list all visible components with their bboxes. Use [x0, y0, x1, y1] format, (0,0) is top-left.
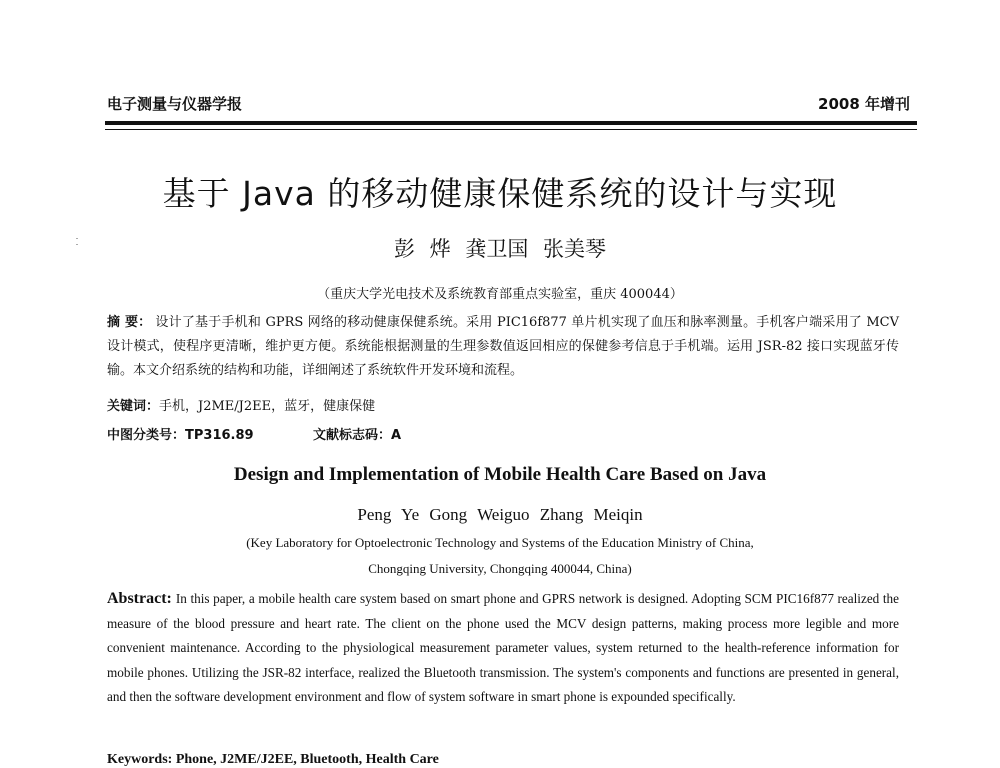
- cn-keywords: [107, 395, 375, 414]
- cn-class-value: TP316.89: [185, 428, 254, 443]
- header-rule-thick: [105, 121, 917, 125]
- cn-keywords-text: 手机，J2ME/J2EE，蓝牙，健康保健: [159, 399, 376, 414]
- en-keywords-text: Phone, J2ME/J2EE, Bluetooth, Health Care: [175, 752, 439, 767]
- en-title: Design and Implementation of Mobile Health Care Based on Java: [233, 464, 767, 485]
- cn-keywords-label: 关键词：: [107, 399, 160, 414]
- journal-issue: 2008 年增刊: [818, 95, 910, 113]
- cn-doc-label: 文献标志码：: [313, 428, 392, 443]
- header-rule-thin: [105, 129, 917, 130]
- cn-doc-value: A: [391, 428, 402, 443]
- cn-classification: [107, 424, 402, 443]
- cn-abstract: [107, 311, 899, 383]
- cn-authors: 彭 烨 龚卫国 张美琴: [393, 237, 607, 261]
- cn-title: 基于 Java 的移动健康保健系统的设计与实现: [162, 174, 838, 213]
- en-keywords: [107, 752, 439, 768]
- en-abstract-label: Abstract:: [107, 590, 172, 607]
- journal-name: 电子测量与仪器学报: [107, 95, 243, 113]
- en-abstract-text: In this paper, a mobile health care system based on smart phone and GPRS network is designed. Adopting SCM PIC16f877 realized the measure of the blood pressure and heart rate. The client on the phone used the MCV design patterns, making process more legible and more convenient maintenance. According to the physiological measurement parameter values, system returned to the health-reference information for mobile phones. Utilizing the JSR-82 interface, realized the Bluetooth transmission. The system's components and functions are presented in general, and then the software development environment and flow of system software in smart phone is expounded specifically.: [107, 591, 899, 705]
- cn-doc-code: [313, 424, 401, 443]
- en-affiliation-line2: Chongqing University, Chongqing 400044, China): [368, 561, 632, 576]
- cn-affiliation: （重庆大学光电技术及系统教育部重点实验室，重庆 400044）: [317, 287, 683, 302]
- en-authors: Peng Ye Gong Weiguo Zhang Meiqin: [357, 505, 643, 524]
- en-abstract: [107, 587, 899, 710]
- cn-abstract-text: 设计了基于手机和 GPRS 网络的移动健康保健系统。采用 PIC16f877 单片机实现了血压和脉率测量。手机客户端采用了 MCV 设计模式，使程序更清晰，维护更方便。系统能根据测量的生理参数值返回相应的保健参考信息于手机端。运用 JSR-82 接口实现蓝牙传输。本文介绍系统的结构和功能，详细阐述了系统软件开发环境和流程。: [107, 315, 899, 378]
- cn-abstract-label: 摘 要：: [107, 315, 152, 330]
- en-keywords-label: Keywords:: [107, 752, 173, 767]
- en-affiliation-line1: (Key Laboratory for Optoelectronic Technology and Systems of the Education Ministry of China,: [246, 535, 754, 550]
- cn-class-label: 中图分类号：: [107, 428, 186, 443]
